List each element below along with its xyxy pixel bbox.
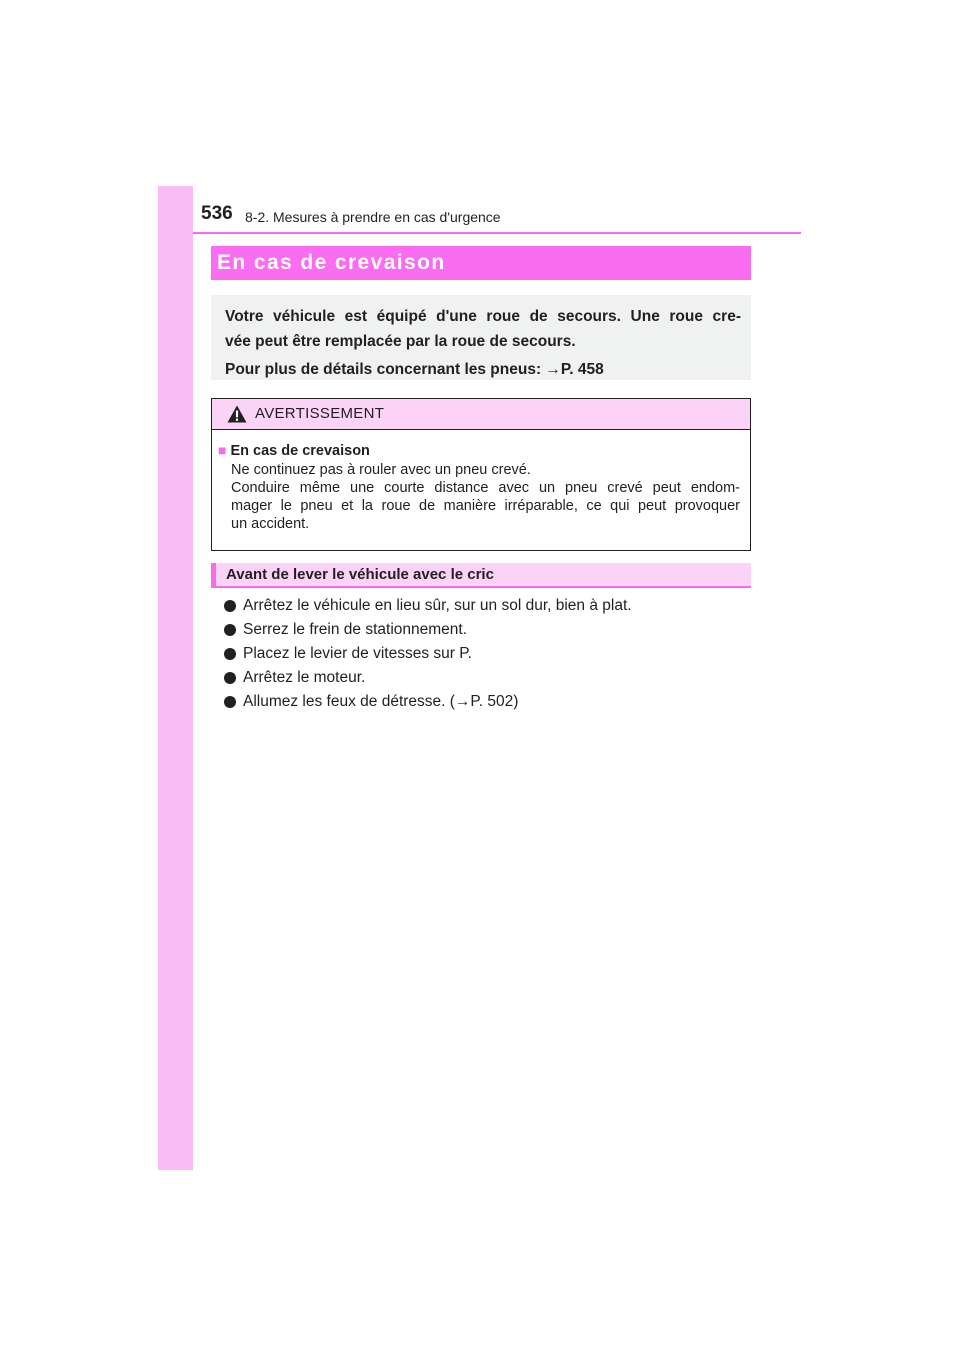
subheading: Avant de lever le véhicule avec le cric <box>226 566 494 583</box>
bullet-dot-icon <box>224 648 236 660</box>
list-item-text: Arrêtez le véhicule en lieu sûr, sur un sol dur, bien à plat. <box>243 597 632 614</box>
title-bar <box>211 246 751 280</box>
bullet-list <box>224 594 632 714</box>
intro-line: vée peut être remplacée par la roue de secours. <box>225 333 576 350</box>
warning-text <box>218 461 740 533</box>
bullet-dot-icon <box>224 624 236 636</box>
section-header: 8-2. Mesures à prendre en cas d'urgence <box>245 209 501 225</box>
square-bullet-icon: ■ <box>218 442 227 458</box>
intro-line: Votre véhicule est équipé d'une roue de secours. Une roue cre- <box>225 308 741 325</box>
warning-line: Ne continuez pas à rouler avec un pneu crevé. <box>231 462 531 478</box>
list-item <box>224 690 632 714</box>
page-number: 536 <box>201 203 233 224</box>
list-item-text: Allumez les feux de détresse. (→P. 502) <box>243 693 519 710</box>
subheading-bar <box>211 563 751 588</box>
warning-subheading <box>218 441 740 461</box>
intro-tire-reference: Pour plus de détails concernant les pneus: →P. 458 <box>225 361 604 378</box>
intro-box <box>211 295 751 380</box>
warning-subheading-text: En cas de crevaison <box>230 443 370 459</box>
list-item-text: Placez le levier de vitesses sur P. <box>243 645 472 662</box>
warning-triangle-icon <box>227 405 247 423</box>
warning-box <box>211 398 751 551</box>
bullet-dot-icon <box>224 600 236 612</box>
header-divider <box>193 232 801 234</box>
subheading-accent <box>211 563 216 586</box>
bullet-dot-icon <box>224 696 236 708</box>
warning-line: mager le pneu et la roue de manière irréparable, ce qui peut provoquer <box>231 498 740 514</box>
bullet-dot-icon <box>224 672 236 684</box>
warning-line: un accident. <box>231 516 310 532</box>
warning-header <box>212 399 750 430</box>
list-item-text: Serrez le frein de stationnement. <box>243 621 468 638</box>
list-item-text: Arrêtez le moteur. <box>243 669 366 686</box>
list-item <box>224 618 632 642</box>
side-tab-strip <box>158 186 193 1170</box>
warning-body <box>212 430 750 533</box>
warning-title: AVERTISSEMENT <box>255 405 385 422</box>
list-item <box>224 594 632 618</box>
list-item <box>224 642 632 666</box>
warning-line: Conduire même une courte distance avec un pneu crevé peut endom- <box>231 480 740 496</box>
list-item <box>224 666 632 690</box>
page-title: En cas de crevaison <box>217 251 446 274</box>
